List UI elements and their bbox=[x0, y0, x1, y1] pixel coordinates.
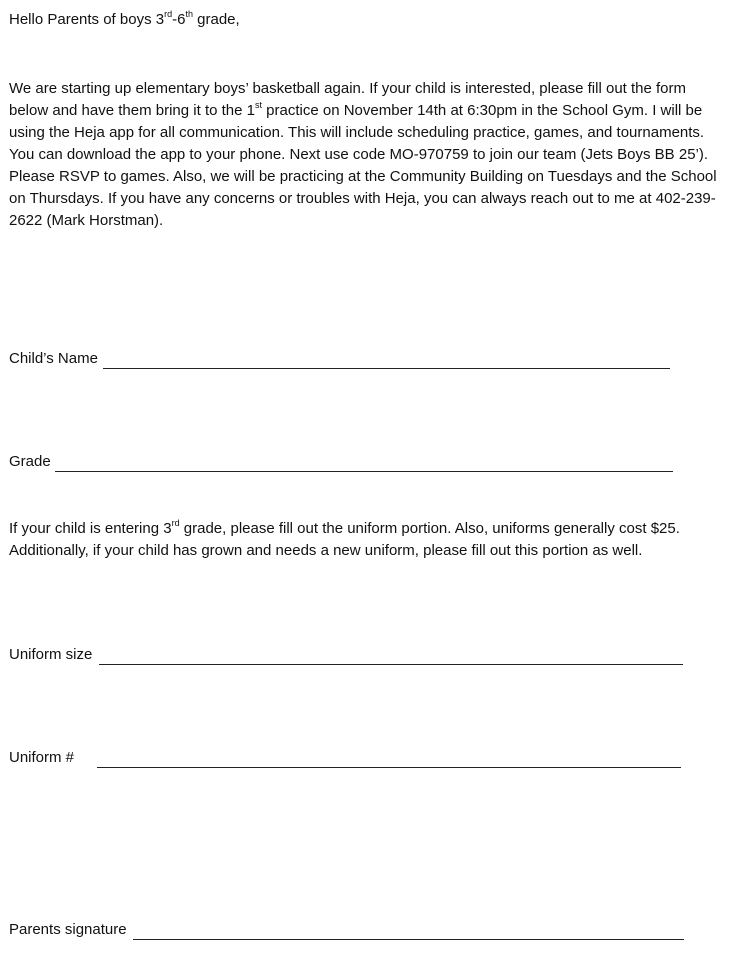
uniform-size-field bbox=[9, 644, 685, 666]
child-name-label: Child’s Name bbox=[9, 350, 98, 367]
greeting-line bbox=[9, 10, 240, 30]
greeting-text: Hello Parents of boys 3 bbox=[9, 11, 165, 28]
intro-text-part2: practice on November 14th at 6:30pm in the School Gym. I will be using the Heja app for all communication. This will include scheduling practice, games, and tournaments. You can download the app to your phone. Next use code MO-970759 to join our team (Jets Boys BB 25’). Please RSVP to games. Also, we will be practicing at the Community Building on Tuesdays and the School on Thursdays. If you have any concerns or troubles with Heja, you can always reach out to me at 402-239-2622 (Mark Horstman). bbox=[9, 102, 717, 229]
uniform-size-label: Uniform size bbox=[9, 646, 93, 663]
uniform-note-paragraph bbox=[9, 518, 724, 562]
grade-blank-line[interactable] bbox=[55, 471, 673, 472]
parent-signature-label: Parents signature bbox=[9, 921, 127, 938]
parent-signature-field bbox=[9, 919, 685, 941]
intro-paragraph bbox=[9, 78, 724, 232]
greeting-text-end: grade, bbox=[192, 11, 240, 28]
uniform-number-blank-line[interactable] bbox=[97, 767, 681, 768]
uniform-number-label: Uniform # bbox=[9, 749, 75, 766]
parent-signature-blank-line[interactable] bbox=[133, 939, 684, 940]
uniform-number-field bbox=[9, 747, 685, 769]
intro-text-part1: We are starting up elementary boys’ basketball again. If your child is interested, please fill out the form below and have them bring it to the 1 bbox=[9, 80, 687, 119]
intro-superscript-st: st bbox=[255, 100, 263, 110]
uniform-note-text-part2: grade, please fill out the uniform portion. Also, uniforms generally cost $25. Additionally, if your child has grown and needs a new uniform, please fill out this portion as well. bbox=[9, 520, 680, 559]
greeting-superscript-th: th bbox=[185, 9, 193, 19]
uniform-note-text-part1: If your child is entering 3 bbox=[9, 520, 172, 537]
grade-field bbox=[9, 451, 674, 473]
greeting-text-mid: -6 bbox=[172, 11, 186, 28]
greeting-superscript-rd: rd bbox=[164, 9, 173, 19]
uniform-note-superscript-rd: rd bbox=[171, 518, 180, 528]
grade-label: Grade bbox=[9, 453, 51, 470]
child-name-field bbox=[9, 348, 674, 370]
child-name-blank-line[interactable] bbox=[103, 368, 670, 369]
uniform-size-blank-line[interactable] bbox=[99, 664, 683, 665]
